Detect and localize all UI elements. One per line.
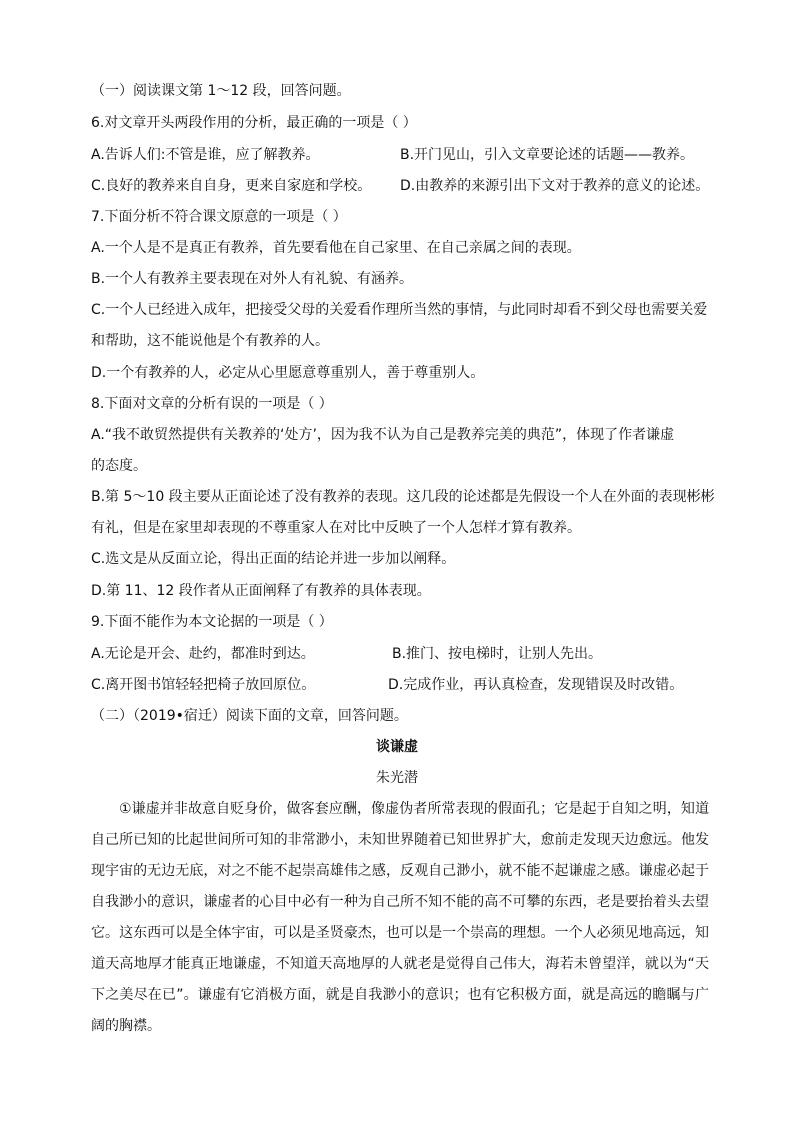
q7-option-d: D.一个有教养的人，必定从心里愿意尊重别人，善于尊重别人。: [91, 365, 485, 381]
q8-option-b-line2: 有礼，但是在家里却表现的不尊重家人在对比中反映了一个人怎样才算有教养。: [91, 520, 581, 536]
q8-option-d: D.第 11、12 段作者从正面阐释了有教养的具体表现。: [91, 583, 431, 599]
q6-option-a: A.告诉人们:不管是谁，应了解教养。: [91, 147, 320, 163]
q6-option-b: B.开门见山，引入文章要论述的话题——教养。: [400, 147, 695, 163]
q7-option-c-line2: 和帮助，这不能说他是个有教养的人。: [91, 333, 329, 349]
q7-option-a: A.一个人是不是真正有教养，首先要看他在自己家里、在自己亲属之间的表现。: [91, 240, 581, 256]
q8-option-c: C.选文是从反面立论，得出正面的结论并进一步加以阐释。: [91, 551, 456, 567]
section1-heading: （一）阅读课文第 1～12 段，回答问题。: [91, 83, 351, 99]
q9-option-a: A.无论是开会、赴约，都准时到达。: [91, 646, 315, 662]
section2-heading: （二）（2019•宿迁）阅读下面的文章，回答问题。: [91, 708, 408, 724]
q9-option-b: B.推门、按电梯时，让别人先出。: [392, 646, 603, 662]
q8-option-a-line2: 的态度。: [91, 458, 147, 474]
q9-stem: 9.下面不能作为本文论据的一项是（ ）: [91, 614, 333, 630]
q7-stem: 7.下面分析不符合课文原意的一项是（ ）: [91, 209, 347, 225]
q6-option-c: C.良好的教养来自自身，更来自家庭和学校。: [91, 178, 372, 194]
q7-option-b: B.一个人有教养主要表现在对外人有礼貌、有涵养。: [91, 271, 414, 287]
q9-option-d: D.完成作业，再认真检查，发现错误及时改错。: [388, 677, 684, 693]
article-paragraph-1: ①谦虚并非故意自贬身价，做客套应酬，像虚伪者所常表现的假面孔；它是起于自知之明，知道自己所已知的比起世间所可知的非常渺小，未知世界随着已知世界扩大，愈前走发现天边愈远。他发现宇宙的无边无底，对之不能不起崇高雄伟之感，反观自己渺小，就不能不起谦虚之感。谦虚必起于自我渺小的意识，谦虚者的心目中必有一种为自己所不知不能的高不可攀的东西，老是要抬着头去望它。这东西可以是全体宇宙，可以是圣贤豪杰，也可以是一个崇高的理想。一个人必须见地高远，知道天高地厚才能真正地谦虚，不知道天高地厚的人就老是觉得自己伟大，海若未曾望洋，就以为“天下之美尽在已”。谦虚有它消极方面，就是自我渺小的意识；也有它积极方面，就是高远的瞻瞩与广阔的胸襟。: [91, 801, 709, 1034]
article-author: 朱光潜: [376, 770, 418, 786]
q8-stem: 8.下面对文章的分析有误的一项是（ ）: [91, 396, 333, 412]
q9-option-c: C.离开图书馆轻轻把椅子放回原位。: [91, 677, 316, 693]
q6-option-d: D.由教养的来源引出下文对于教养的意义的论述。: [400, 178, 710, 194]
q7-option-c-line1: C.一个人已经进入成年，把接受父母的关爱看作理所当然的事情，与此同时却看不到父母也需要关爱: [91, 302, 708, 318]
q8-option-a-line1: A.“我不敢贸然提供有关教养的‘处方’，因为我不认为自己是教养完美的典范”，体现了作者谦虚: [91, 427, 675, 443]
q8-option-b-line1: B.第 5～10 段主要从正面论述了没有教养的表现。这几段的论述都是先假设一个人在外面的表现彬彬: [91, 489, 715, 505]
q6-stem: 6.对文章开头两段作用的分析，最正确的一项是（ ）: [91, 115, 417, 131]
article-title: 谈谦虚: [376, 739, 418, 755]
